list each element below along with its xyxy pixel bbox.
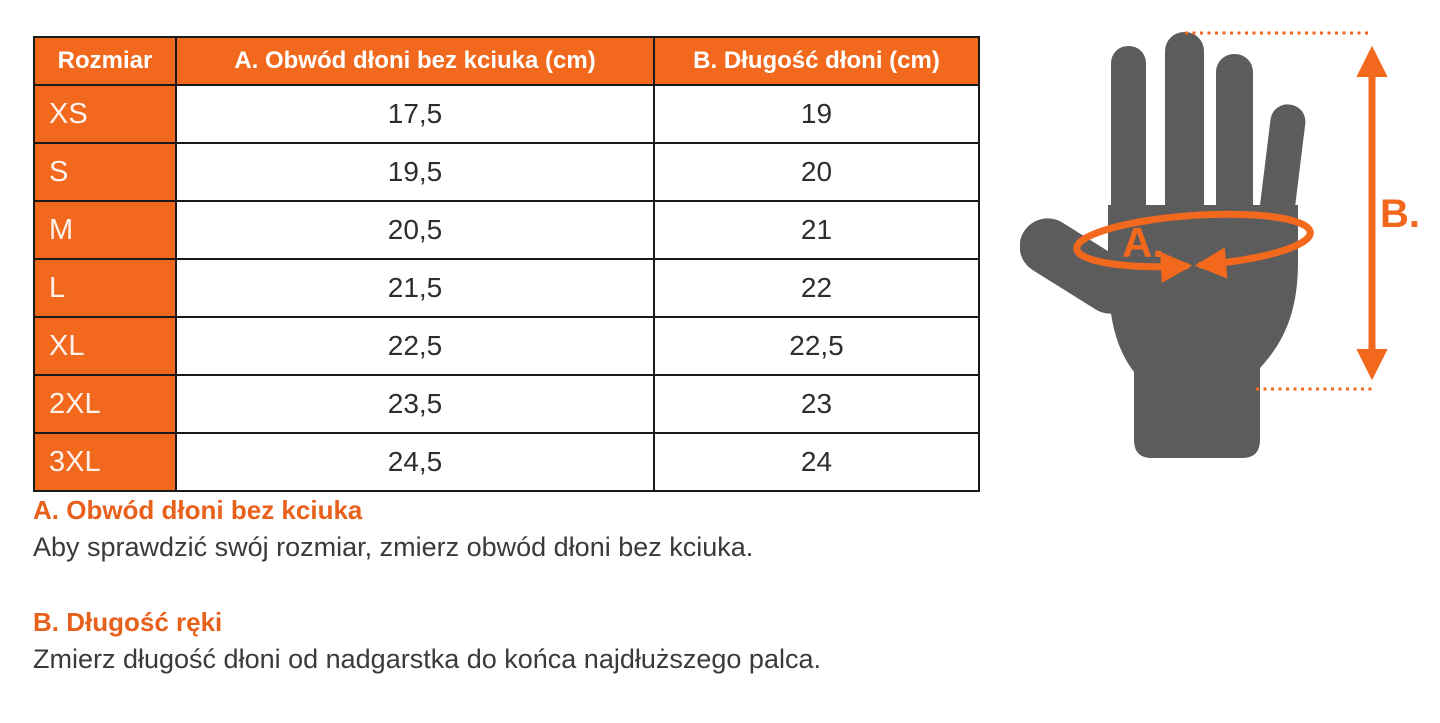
size-label: S (34, 143, 176, 201)
note-length-heading: B. Długość ręki (33, 607, 223, 637)
table-row (34, 143, 979, 201)
circumference-value: 17,5 (176, 85, 654, 143)
circumference-value: 19,5 (176, 143, 654, 201)
measurement-notes (33, 494, 993, 718)
size-label: XL (34, 317, 176, 375)
length-value: 23 (654, 375, 979, 433)
table-row (34, 317, 979, 375)
column-header-size: Rozmiar (34, 37, 176, 85)
column-header-circumference: A. Obwód dłoni bez kciuka (cm) (176, 37, 654, 85)
circumference-value: 20,5 (176, 201, 654, 259)
size-table-container (33, 36, 980, 492)
circumference-value: 21,5 (176, 259, 654, 317)
length-value: 22 (654, 259, 979, 317)
length-value: 22,5 (654, 317, 979, 375)
hand-measurement-diagram (1020, 0, 1440, 480)
table-row (34, 201, 979, 259)
note-length (33, 606, 993, 676)
note-circumference-body: Aby sprawdzić swój rozmiar, zmierz obwód dłoni bez kciuka. (33, 532, 754, 562)
table-row (34, 85, 979, 143)
hand-diagram-svg (1020, 0, 1440, 480)
measurement-label-b: B. (1380, 192, 1420, 236)
size-table (33, 36, 980, 492)
circumference-value: 24,5 (176, 433, 654, 491)
table-row (34, 259, 979, 317)
size-label: 2XL (34, 375, 176, 433)
circumference-value: 22,5 (176, 317, 654, 375)
note-circumference-heading: A. Obwód dłoni bez kciuka (33, 495, 363, 525)
size-label: M (34, 201, 176, 259)
table-header-row (34, 37, 979, 85)
note-circumference (33, 494, 993, 564)
measurement-label-a: A. (1122, 219, 1164, 266)
size-label: 3XL (34, 433, 176, 491)
table-row (34, 433, 979, 491)
length-value: 19 (654, 85, 979, 143)
column-header-length: B. Długość dłoni (cm) (654, 37, 979, 85)
size-label: L (34, 259, 176, 317)
length-value: 21 (654, 201, 979, 259)
circumference-value: 23,5 (176, 375, 654, 433)
table-row (34, 375, 979, 433)
length-value: 20 (654, 143, 979, 201)
size-label: XS (34, 85, 176, 143)
note-length-body: Zmierz długość dłoni od nadgarstka do końca najdłuższego palca. (33, 644, 821, 674)
length-value: 24 (654, 433, 979, 491)
